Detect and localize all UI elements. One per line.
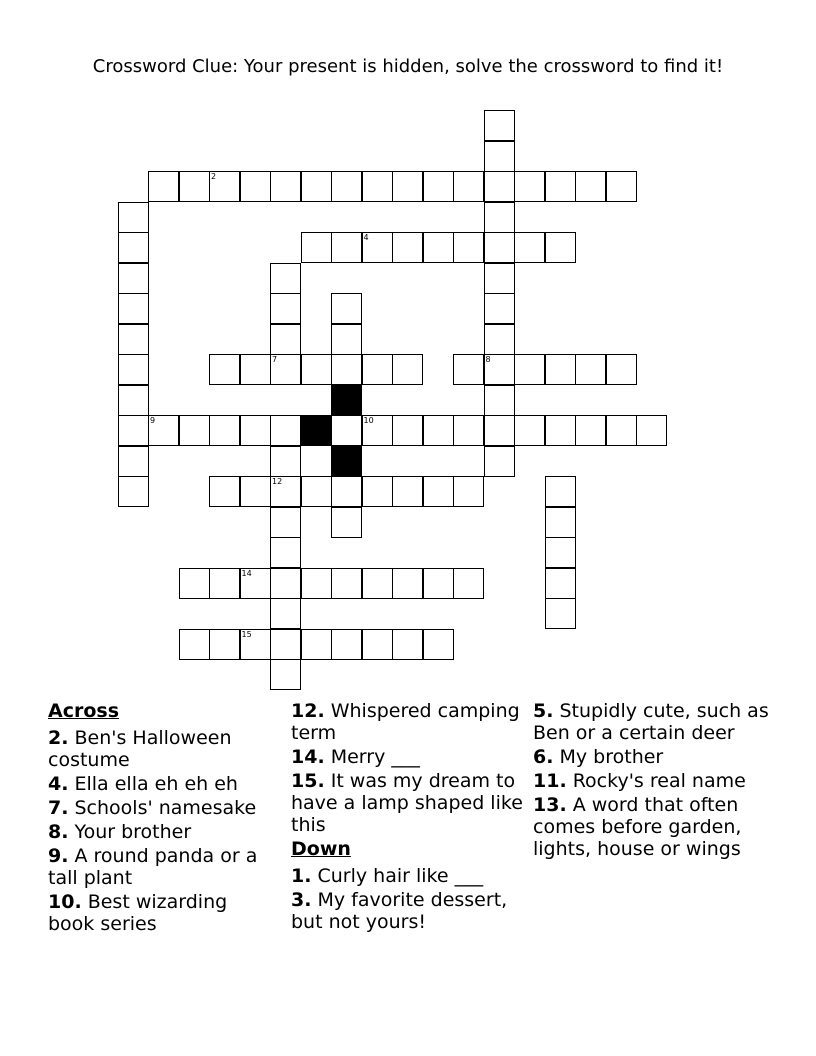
- grid-cell[interactable]: [118, 263, 149, 294]
- grid-cell[interactable]: [240, 354, 271, 385]
- cell-number: 8: [485, 355, 491, 364]
- cell-number: 10: [363, 416, 374, 425]
- grid-cell[interactable]: [301, 232, 332, 263]
- grid-cell[interactable]: [209, 476, 240, 507]
- grid-cell[interactable]: [484, 293, 515, 324]
- clue-text: Whispered camping term: [291, 700, 520, 744]
- grid-cell[interactable]: [118, 415, 149, 446]
- grid-cell[interactable]: [179, 415, 210, 446]
- clue: [291, 865, 523, 887]
- grid-cell[interactable]: [484, 141, 515, 172]
- grid-cell[interactable]: [545, 598, 576, 629]
- clue: [533, 770, 773, 792]
- grid-cell[interactable]: [331, 293, 362, 324]
- clue-number: 12.: [291, 700, 325, 722]
- grid-cell[interactable]: [179, 629, 210, 660]
- clue-number: 10.: [48, 891, 82, 913]
- grid-cell[interactable]: [240, 415, 271, 446]
- grid-cell[interactable]: [270, 446, 301, 477]
- grid-cell[interactable]: [270, 598, 301, 629]
- grid-cell[interactable]: [270, 507, 301, 538]
- grid-cell[interactable]: [362, 568, 393, 599]
- grid-cell[interactable]: [484, 171, 515, 202]
- grid-cell[interactable]: [606, 415, 637, 446]
- across-heading: Across: [48, 700, 120, 722]
- grid-cell[interactable]: [484, 263, 515, 294]
- grid-cell[interactable]: [484, 232, 515, 263]
- clue-text: Merry ___: [324, 746, 420, 768]
- grid-cell[interactable]: [575, 415, 606, 446]
- grid-cell[interactable]: [270, 568, 301, 599]
- clue-number: 13.: [533, 794, 567, 816]
- grid-cell[interactable]: [423, 171, 454, 202]
- grid-cell[interactable]: [575, 354, 606, 385]
- grid-cell[interactable]: [453, 354, 484, 385]
- clue-text: Schools' namesake: [68, 797, 257, 819]
- grid-cell[interactable]: [545, 507, 576, 538]
- grid-cell[interactable]: [423, 629, 454, 660]
- grid-cell[interactable]: [270, 324, 301, 355]
- grid-cell[interactable]: [331, 507, 362, 538]
- grid-cell[interactable]: [484, 446, 515, 477]
- black-square: [331, 385, 362, 416]
- grid-cell[interactable]: [606, 354, 637, 385]
- grid-cell[interactable]: [240, 476, 271, 507]
- grid-cell[interactable]: [606, 171, 637, 202]
- grid-cell[interactable]: [392, 354, 423, 385]
- grid-cell[interactable]: [270, 629, 301, 660]
- down-heading: Down: [291, 838, 351, 860]
- grid-cell[interactable]: [423, 568, 454, 599]
- grid-cell[interactable]: [392, 629, 423, 660]
- grid-cell[interactable]: [240, 629, 271, 660]
- grid-cell[interactable]: [240, 568, 271, 599]
- clue-text: My brother: [553, 746, 664, 768]
- grid-cell[interactable]: [453, 232, 484, 263]
- grid-cell[interactable]: [362, 476, 393, 507]
- grid-cell[interactable]: [270, 537, 301, 568]
- grid-cell[interactable]: [392, 415, 423, 446]
- grid-cell[interactable]: [209, 629, 240, 660]
- grid-cell[interactable]: [423, 232, 454, 263]
- grid-cell[interactable]: [209, 354, 240, 385]
- cell-number: 2: [211, 172, 217, 181]
- grid-cell[interactable]: [118, 202, 149, 233]
- grid-cell[interactable]: [545, 476, 576, 507]
- cell-number: 14: [241, 568, 252, 578]
- grid-cell[interactable]: [209, 568, 240, 599]
- clue-text: Curly hair like ___: [311, 865, 484, 887]
- grid-cell[interactable]: [453, 476, 484, 507]
- cell-number: 12: [272, 477, 283, 486]
- clue-number: 1.: [291, 865, 312, 887]
- grid-cell[interactable]: [301, 629, 332, 660]
- grid-cell[interactable]: [270, 293, 301, 324]
- clue: [48, 845, 278, 889]
- grid-cell[interactable]: [270, 354, 301, 385]
- clue-text: A word that often comes before garden, lights, house or wings: [533, 794, 742, 860]
- grid-cell[interactable]: [362, 415, 393, 446]
- clue-number: 7.: [48, 797, 69, 819]
- clue: [48, 773, 278, 795]
- grid-cell[interactable]: [118, 446, 149, 477]
- clue-number: 3.: [291, 889, 312, 911]
- grid-cell[interactable]: [118, 476, 149, 507]
- clue: [291, 770, 523, 836]
- clue-text: It was my dream to have a lamp shaped like this: [291, 770, 523, 836]
- clue-text: Your brother: [68, 821, 192, 843]
- grid-cell[interactable]: [545, 354, 576, 385]
- clue: [48, 797, 278, 819]
- clues-column-1: [48, 700, 278, 937]
- grid-cell[interactable]: [118, 385, 149, 416]
- grid-cell[interactable]: [270, 171, 301, 202]
- grid-cell[interactable]: [392, 568, 423, 599]
- clue: [533, 700, 773, 744]
- clue-number: 15.: [291, 770, 325, 792]
- grid-cell[interactable]: [484, 415, 515, 446]
- grid-cell[interactable]: [453, 415, 484, 446]
- clue: [533, 746, 773, 768]
- grid-cell[interactable]: [270, 263, 301, 294]
- grid-cell[interactable]: [392, 171, 423, 202]
- grid-cell[interactable]: [331, 354, 362, 385]
- grid-cell[interactable]: [362, 629, 393, 660]
- grid-cell[interactable]: [423, 476, 454, 507]
- clue-number: 8.: [48, 821, 69, 843]
- grid-cell[interactable]: [118, 293, 149, 324]
- grid-cell[interactable]: [301, 171, 332, 202]
- grid-cell[interactable]: [484, 110, 515, 141]
- clue: [291, 700, 523, 744]
- puzzle-title: Crossword Clue: Your present is hidden, solve the crossword to find it!: [92, 56, 724, 77]
- grid-cell[interactable]: [331, 476, 362, 507]
- grid-cell[interactable]: [331, 232, 362, 263]
- cell-number: 9: [150, 416, 156, 425]
- grid-cell[interactable]: [545, 537, 576, 568]
- clue-text: Rocky's real name: [566, 770, 746, 792]
- grid-cell[interactable]: [362, 232, 393, 263]
- clue-text: My favorite dessert, but not yours!: [291, 889, 508, 933]
- clue-text: A round panda or a tall plant: [48, 845, 258, 889]
- cell-number: 4: [363, 233, 369, 242]
- grid-cell[interactable]: [270, 476, 301, 507]
- cell-number: 7: [272, 355, 278, 364]
- grid-cell[interactable]: [362, 354, 393, 385]
- black-square: [301, 415, 332, 446]
- clue: [48, 891, 278, 935]
- grid-cell[interactable]: [331, 324, 362, 355]
- grid-cell[interactable]: [392, 476, 423, 507]
- grid-cell[interactable]: [331, 415, 362, 446]
- clue-number: 4.: [48, 773, 69, 795]
- grid-cell[interactable]: [484, 202, 515, 233]
- clue: [291, 746, 523, 768]
- clue-number: 11.: [533, 770, 567, 792]
- grid-cell[interactable]: [484, 354, 515, 385]
- grid-cell[interactable]: [148, 171, 179, 202]
- grid-cell[interactable]: [545, 415, 576, 446]
- grid-cell[interactable]: [514, 354, 545, 385]
- grid-cell[interactable]: [209, 415, 240, 446]
- clue-text: Ella ella eh eh eh: [68, 773, 238, 795]
- grid-cell[interactable]: [453, 568, 484, 599]
- grid-cell[interactable]: [575, 171, 606, 202]
- grid-cell[interactable]: [118, 324, 149, 355]
- clue: [533, 794, 773, 860]
- black-square: [331, 446, 362, 477]
- clue-text: Ben's Halloween costume: [48, 727, 232, 771]
- grid-cell[interactable]: [148, 415, 179, 446]
- grid-cell[interactable]: [514, 171, 545, 202]
- clue-number: 2.: [48, 727, 69, 749]
- grid-cell[interactable]: [179, 568, 210, 599]
- grid-cell[interactable]: [331, 629, 362, 660]
- clue-number: 6.: [533, 746, 554, 768]
- grid-cell[interactable]: [392, 232, 423, 263]
- grid-cell[interactable]: [362, 171, 393, 202]
- grid-cell[interactable]: [118, 232, 149, 263]
- grid-cell[interactable]: [179, 171, 210, 202]
- cell-number: 15: [241, 629, 252, 639]
- grid-cell[interactable]: [484, 385, 515, 416]
- clue-number: 9.: [48, 845, 69, 867]
- grid-cell[interactable]: [545, 232, 576, 263]
- grid-cell[interactable]: [514, 415, 545, 446]
- grid-cell[interactable]: [118, 354, 149, 385]
- grid-cell[interactable]: [636, 415, 667, 446]
- grid-cell[interactable]: [484, 324, 515, 355]
- grid-cell[interactable]: [270, 415, 301, 446]
- clue: [48, 821, 278, 843]
- grid-cell[interactable]: [545, 568, 576, 599]
- grid-cell[interactable]: [301, 354, 332, 385]
- clue-text: Stupidly cute, such as Ben or a certain deer: [533, 700, 769, 744]
- grid-cell[interactable]: [301, 568, 332, 599]
- grid-cell[interactable]: [331, 171, 362, 202]
- grid-cell[interactable]: [423, 415, 454, 446]
- clues-column-3: [533, 700, 773, 862]
- clue: [48, 727, 278, 771]
- grid-cell[interactable]: [545, 171, 576, 202]
- clue: [291, 889, 523, 933]
- clue-text: Best wizarding book series: [48, 891, 228, 935]
- grid-cell[interactable]: [270, 659, 301, 690]
- clue-number: 5.: [533, 700, 554, 722]
- grid-cell[interactable]: [209, 171, 240, 202]
- grid-cell[interactable]: [453, 171, 484, 202]
- grid-cell[interactable]: [514, 232, 545, 263]
- grid-cell[interactable]: [331, 568, 362, 599]
- grid-cell[interactable]: [240, 171, 271, 202]
- clues-column-2: [291, 700, 523, 935]
- clue-number: 14.: [291, 746, 325, 768]
- grid-cell[interactable]: [301, 476, 332, 507]
